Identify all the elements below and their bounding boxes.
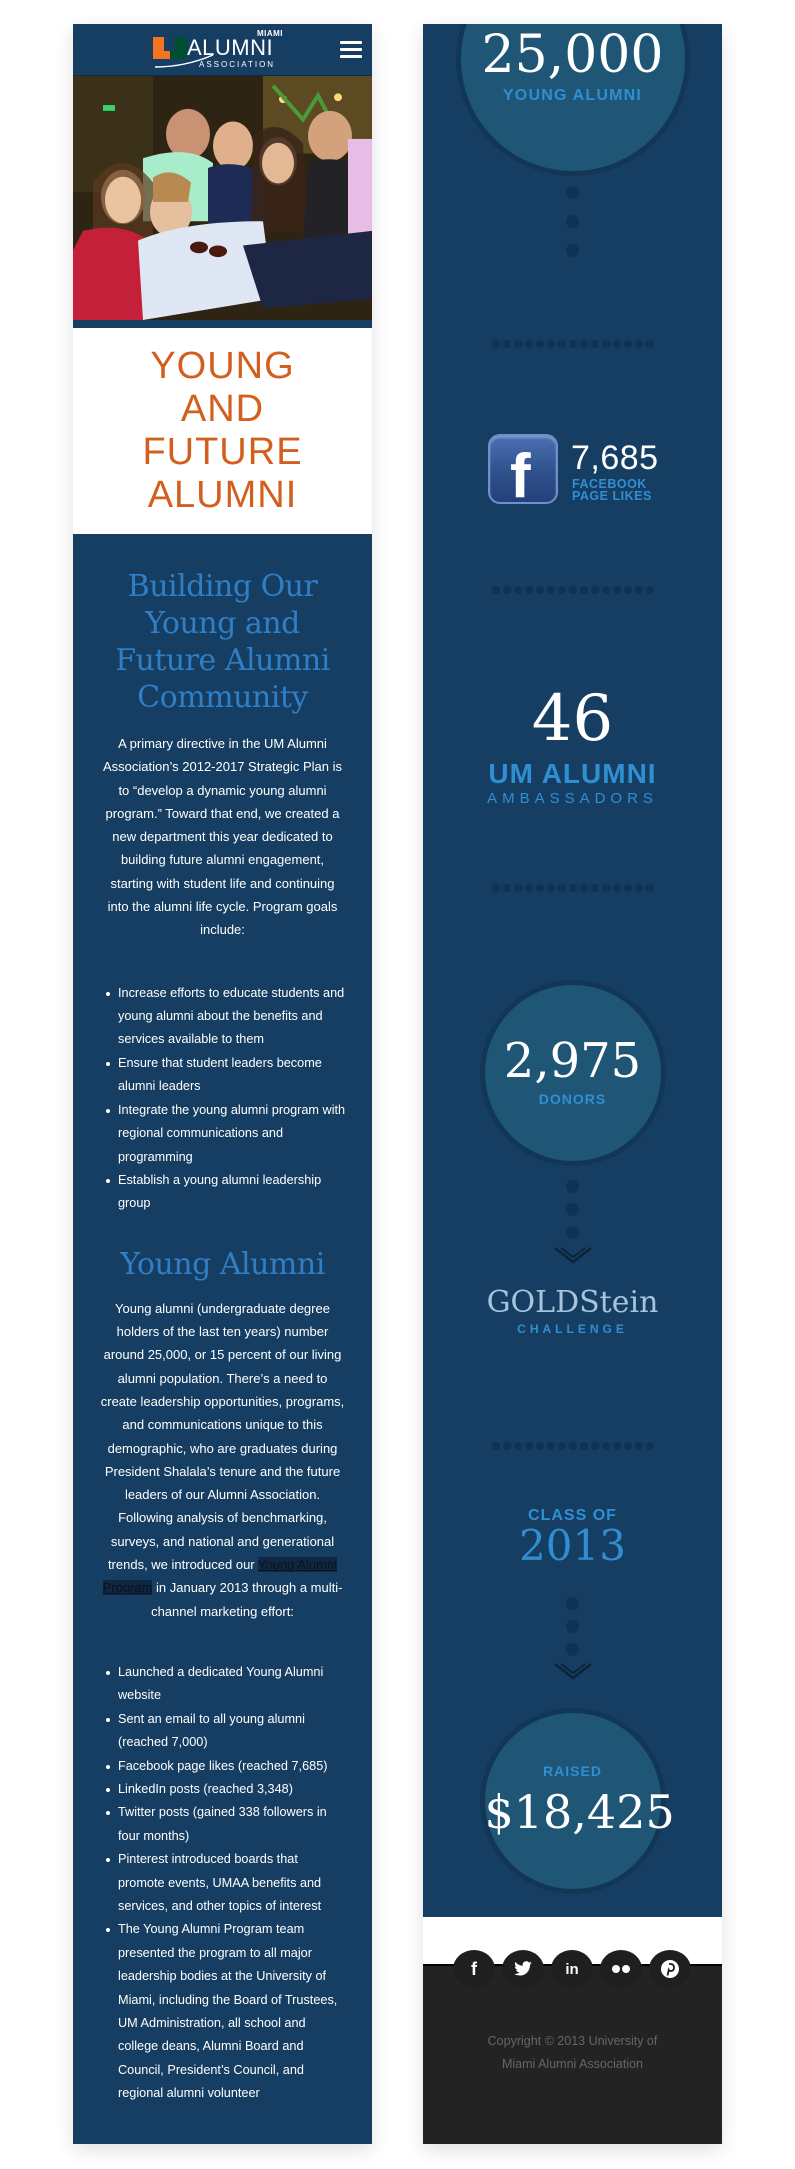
- vertical-dots-divider: [566, 186, 580, 273]
- chevron-down-icon: [553, 1246, 593, 1264]
- list-item: Facebook page likes (reached 7,685): [117, 1755, 346, 1778]
- copyright-text: Copyright © 2013 University of Miami Alumni Association: [487, 2034, 658, 2071]
- infographic: [423, 24, 722, 1917]
- linkedin-icon[interactable]: [551, 1950, 593, 1988]
- raised-value: $18,425: [484, 1785, 675, 1839]
- list-item: LinkedIn posts (reached 3,348): [117, 1778, 346, 1801]
- list-item: Sent an email to all young alumni (reached 7,000): [117, 1708, 346, 1755]
- linkedin-glyph: in: [565, 1960, 579, 1978]
- list-item: Pinterest introduced boards that promote events, UMAA benefits and services, and other topics of interest: [117, 1848, 346, 1918]
- hamburger-menu-icon[interactable]: [340, 41, 362, 59]
- vertical-dots-divider: [566, 1180, 580, 1255]
- facebook-likes-stat: [488, 434, 668, 506]
- twitter-icon[interactable]: [502, 1950, 544, 1988]
- infographic-column: [423, 24, 722, 2144]
- article-body: [73, 534, 372, 2106]
- young-alumni-program-link[interactable]: Young Alumni Program: [102, 1557, 338, 1596]
- pinterest-p-icon: [660, 1959, 680, 1979]
- article-column: [73, 24, 372, 2144]
- facebook-icon[interactable]: [453, 1950, 495, 1988]
- page-title: [142, 345, 302, 517]
- ambassadors-label-line1: UM ALUMNI: [488, 758, 657, 789]
- program-goals-list: [99, 982, 346, 1216]
- logo-alumni-text: ALUMNI: [187, 35, 274, 60]
- section-heading-building-community: Building Our Young and Future Alumni Community: [115, 569, 330, 715]
- chevron-down-icon: [553, 1662, 593, 1680]
- young-alumni-text-end: in January 2013 through a multi-channel marketing effort:: [151, 1580, 343, 1619]
- site-header: [73, 24, 372, 76]
- facebook-logo-icon: [488, 434, 558, 504]
- logo-miami-text: MIAMI: [256, 29, 283, 38]
- intro-paragraph: A primary directive in the UM Alumni Association’s 2012-2017 Strategic Plan is to “develop a dynamic young alumni program.” Toward that end, we created a new department this year dedicated to building future alumni engagement, starting with student life and continuing into the alumni life cycle. Program goals include:: [103, 736, 342, 938]
- horizontal-dots-divider: [492, 884, 654, 892]
- facebook-f-glyph: f: [510, 442, 531, 504]
- page-title-band: [73, 328, 372, 534]
- page-title-line: FUTURE: [142, 431, 303, 473]
- ambassadors-label-line2: AMBASSADORS: [487, 790, 658, 807]
- page-title-line: YOUNG: [150, 345, 295, 387]
- facebook-likes-value: 7,685: [571, 439, 659, 477]
- flickr-icon[interactable]: [600, 1950, 642, 1988]
- young-alumni-stat: [456, 24, 690, 176]
- flickr-dots-icon: [611, 1964, 631, 1974]
- logo-association-text: ASSOCIATION: [199, 60, 276, 69]
- young-alumni-text: Young alumni (undergraduate degree holders of the last ten years) number around 25,000, or 15 percent of our living alumni population. There’s a need to create leadership opportunities, programs, and communications unique to this demographic, who are graduates during President Shalala’s tenure and the future leaders of our Alumni Association. Following analysis of benchmarking, surveys, and national and generational trends, we introduced our: [100, 1300, 345, 1572]
- list-item: Ensure that student leaders become alumni leaders: [117, 1052, 346, 1099]
- goldstein-subtitle: CHALLENGE: [517, 1322, 628, 1336]
- section-heading-young-alumni: Young Alumni: [120, 1246, 325, 1282]
- young-alumni-paragraph: [99, 1297, 346, 1623]
- horizontal-dots-divider: [492, 1442, 654, 1450]
- facebook-likes-label: [572, 478, 692, 502]
- young-alumni-value: 25,000: [481, 25, 664, 85]
- list-item: Increase efforts to educate students and young alumni about the benefits and services available to them: [117, 982, 346, 1052]
- horizontal-dots-divider: [492, 586, 654, 594]
- young-alumni-label: YOUNG ALUMNI: [502, 87, 643, 104]
- marketing-efforts-list: [99, 1661, 346, 2106]
- facebook-glyph: f: [471, 1958, 477, 1979]
- hero-group-photo: [73, 76, 372, 328]
- donors-stat: [480, 980, 666, 1166]
- list-item: Twitter posts (gained 338 followers in four months): [117, 1801, 346, 1848]
- um-alumni-logo[interactable]: [153, 29, 283, 71]
- horizontal-dots-divider: [492, 340, 654, 348]
- facebook-label-line1: FACEBOOK: [572, 477, 647, 491]
- raised-label: RAISED: [543, 1763, 602, 1779]
- ambassadors-value: 46: [531, 682, 614, 756]
- list-item: Establish a young alumni leadership group: [117, 1169, 346, 1216]
- donors-value: 2,975: [503, 1033, 642, 1089]
- page-title-line: AND: [180, 388, 265, 430]
- donors-label: DONORS: [538, 1091, 607, 1107]
- social-links: [453, 1950, 691, 1988]
- group-photo-illustration: [73, 76, 372, 320]
- list-item: Integrate the young alumni program with regional communications and programming: [117, 1099, 346, 1169]
- pinterest-icon[interactable]: [649, 1950, 691, 1988]
- facebook-label-line2: PAGE LIKES: [572, 489, 652, 503]
- list-item: The Young Alumni Program team presented the program to all major leadership bodies at the University of Miami, including the Board of Trustees, UM Administration, all school and college deans, Alumni Board and Council, President’s Council, and regional alumni volunteer: [117, 1918, 346, 2105]
- list-item: Launched a dedicated Young Alumni website: [117, 1661, 346, 1708]
- vertical-dots-divider: [566, 1597, 580, 1672]
- page-title-line: ALUMNI: [147, 474, 298, 516]
- twitter-bird-icon: [513, 1961, 533, 1977]
- class-year-value: 2013: [519, 1521, 626, 1570]
- class-of-label: CLASS OF: [528, 1507, 617, 1524]
- raised-stat: [480, 1708, 675, 1894]
- goldstein-title: GOLDStein: [486, 1285, 659, 1320]
